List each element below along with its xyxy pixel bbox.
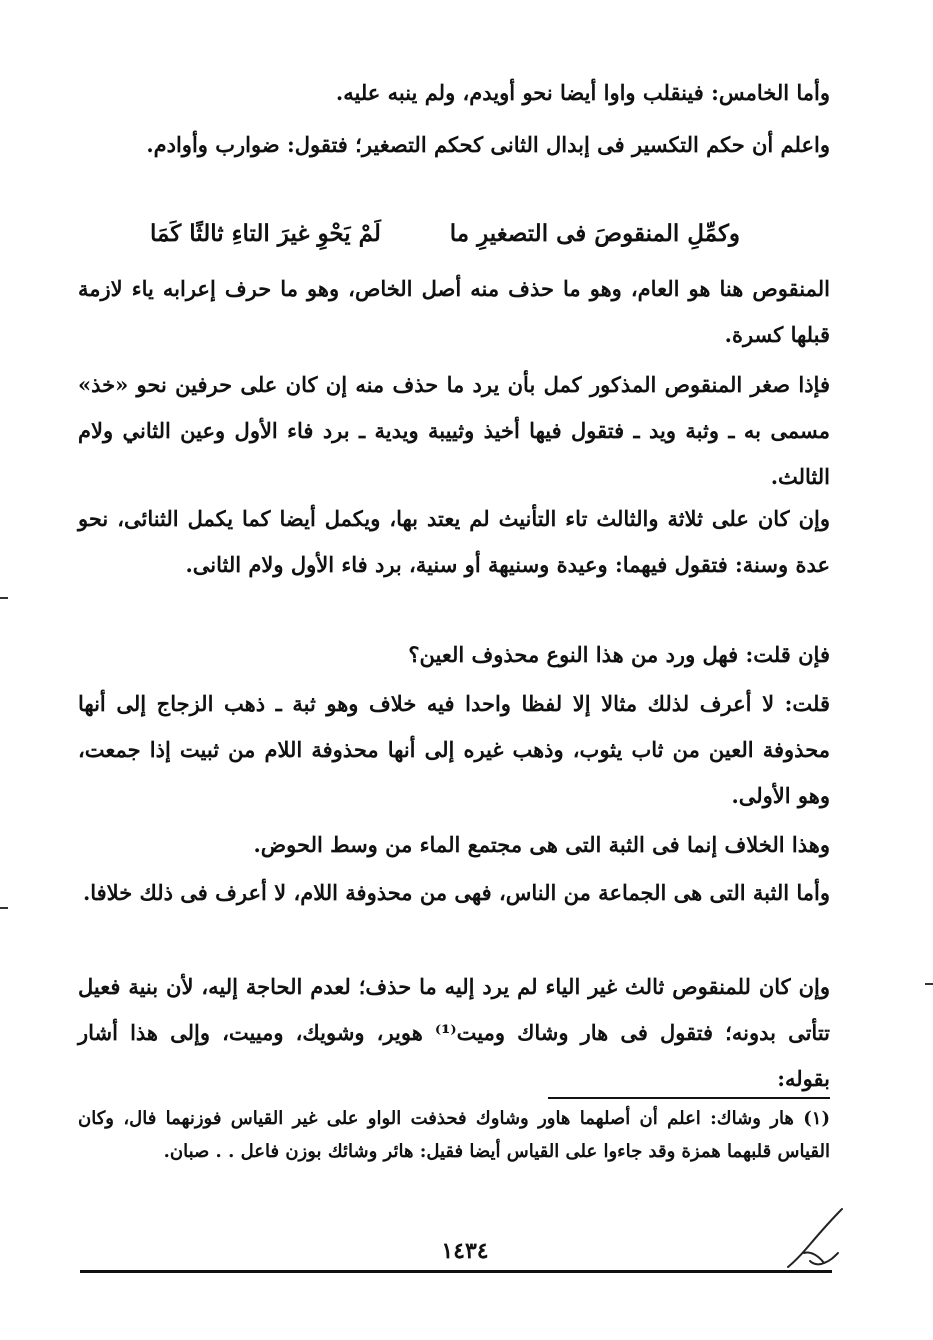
paragraph-4: فإذا صغر المنقوص المذكور كمل بأن يرد ما حذف منه إن كان على حرفين نحو «خذ» مسمى به ـ وثبة ويد ـ فتقول فيها أخيذ وثييبة ويدية ـ برد فاء الأول وعين الثاني ولام الثالث.	[78, 372, 830, 489]
scan-margin-mark	[0, 907, 8, 909]
handwritten-mark-icon	[784, 1205, 848, 1275]
paragraph-6: فإن قلت: فهل ورد من هذا النوع محذوف العين؟	[408, 642, 830, 667]
verse-first-hemistich: وكمِّلِ المنقوصَ فى التصغيرِ ما	[449, 220, 740, 247]
paragraph-9: وأما الثبة التى هى الجماعة من الناس، فهى من محذوفة اللام، لا أعرف فى ذلك خلافا.	[82, 880, 830, 905]
paragraph-5: وإن كان على ثلاثة والثالث تاء التأنيث لم يعتد بها، ويكمل أيضا كما يكمل الثنائى، نحو عدة وسنة: فتقول فيهما: وعيدة وسنيهة أو سنية، برد فاء الأول ولام الثانى.	[78, 506, 830, 577]
paragraph-8: وهذا الخلاف إنما فى الثبة التى هى مجتمع الماء من وسط الحوض.	[253, 832, 830, 857]
page-number: ١٤٣٤	[441, 1238, 489, 1264]
scan-margin-mark	[0, 597, 8, 599]
verse-second-hemistich: لَمْ يَحْوِ غيرَ التاءِ ثالثًا كَمَا	[150, 220, 381, 247]
footnote: (١) هار وشاك: اعلم أن أصلهما هاور وشاوك فحذفت الواو على غير القياس فوزنهما فال، وكان القياس قلبهما همزة وقد جاءوا على القياس أيضا فقيل: هائر وشائك بوزن فاعل . . صبان.	[78, 1108, 830, 1162]
paragraph-2: واعلم أن حكم التكسير فى إبدال الثانى كحكم التصغير؛ فتقول: ضوارب وأوادم.	[146, 132, 830, 157]
scan-margin-mark	[925, 983, 933, 985]
bottom-rule	[80, 1270, 832, 1273]
paragraph-10: وإن كان للمنقوص ثالث غير الياء لم يرد إليه ما حذف؛ لعدم الحاجة إليه، لأن بنية فعيل تتأتى بدونه؛ فتقول فى هار وشاك وميت⁽¹⁾ هوير، وشويك، ومييت، وإلى هذا أشار بقوله:	[78, 974, 830, 1091]
footnote-divider	[548, 1097, 830, 1099]
paragraph-3: المنقوص هنا هو العام، وهو ما حذف منه أصل الخاص، وهو ما حرف إعرابه ياء لازمة قبلها كسرة.	[78, 276, 830, 347]
verse-line	[150, 210, 740, 258]
paragraph-1: وأما الخامس: فينقلب واوا أيضا نحو أويدم، ولم ينبه عليه.	[335, 80, 830, 105]
paragraph-7: قلت: لا أعرف لذلك مثالا إلا لفظا واحدا فيه خلاف وهو ثبة ـ ذهب الزجاج إلى أنها محذوفة العين من ثاب يثوب، وذهب غيره إلى أنها محذوفة اللام من ثبيت إذا جمعت، وهو الأولى.	[78, 691, 831, 808]
